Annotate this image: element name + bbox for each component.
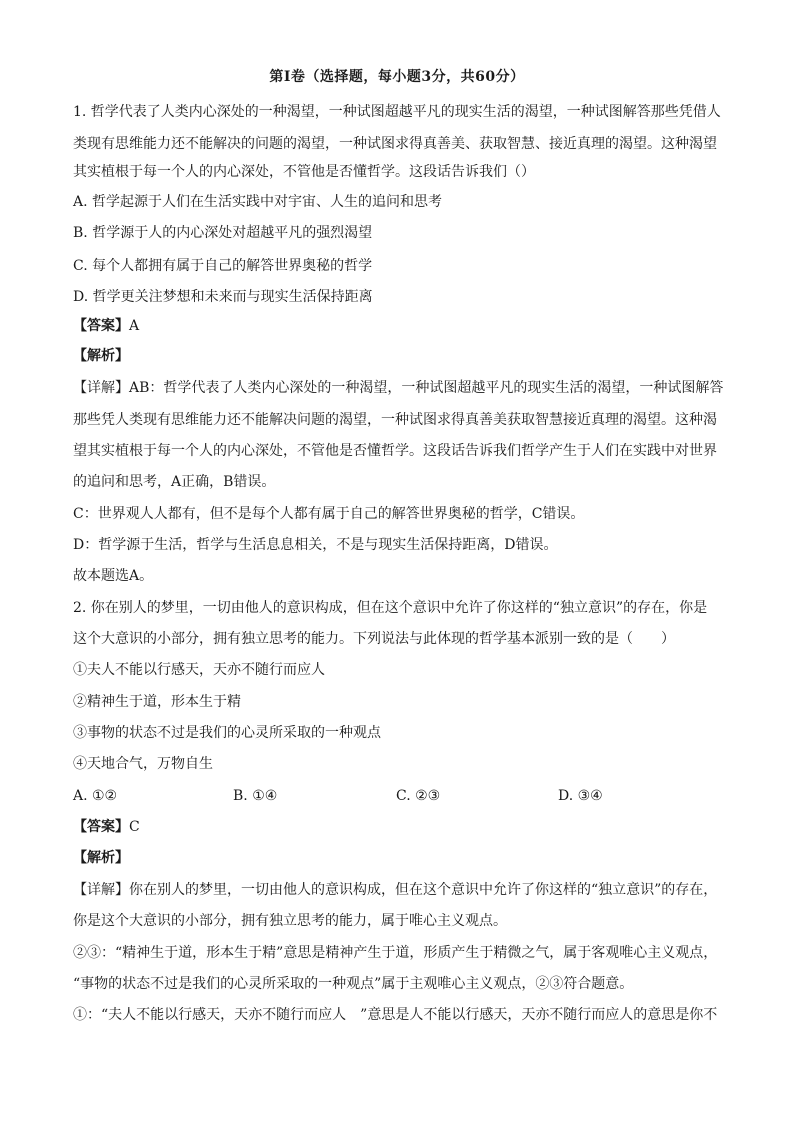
q2-item-4: ④天地合气，万物自生 xyxy=(73,756,213,772)
q2-detail-line-5: ①：“夫人不能以行感天，天亦不随行而应人 ”意思是人不能以行感天，天亦不随行而应人的意思是你不 xyxy=(73,1007,718,1023)
q2-item-1: ①夫人不能以行感天，天亦不随行而应人 xyxy=(73,662,325,678)
q2-detail-line-2: 你是这个大意识的小部分，拥有独立思考的能力，属于唯心主义观点。 xyxy=(73,913,507,929)
q1-detail-line-3: 望其实植根于每一个人的内心深处，不管他是否懂哲学。这段话告诉我们哲学产生于人们在实践中对世界 xyxy=(73,443,717,459)
q1-detail-line-4: 的追问和思考，A正确，B错误。 xyxy=(73,474,276,490)
q2-answer-label: 【答案】 xyxy=(73,819,129,835)
q2-choice-d: D. ③④ xyxy=(558,788,603,804)
q1-option-d: D. 哲学更关注梦想和未来而与现实生活保持距离 xyxy=(73,289,373,305)
q1-detail-line-6: D：哲学源于生活，哲学与生活息息相关，不是与现实生活保持距离，D错误。 xyxy=(73,537,558,553)
section-title: 第Ⅰ卷（选择题，每小题3分，共60分） xyxy=(269,69,525,85)
q2-item-2: ②精神生于道，形本生于精 xyxy=(73,694,241,710)
q2-answer xyxy=(73,817,723,837)
q1-conclusion: 故本题选A。 xyxy=(73,568,154,584)
q1-analysis-label xyxy=(73,346,723,366)
q1-stem-line-1: 1. 哲学代表了人类内心深处的一种渴望，一种试图超越平凡的现实生活的渴望，一种试图解答那些凭借人 xyxy=(73,104,721,120)
q2-stem-line-1: 2. 你在别人的梦里，一切由他人的意识构成，但在这个意识中允许了你这样的“独立意识”的存在，你是 xyxy=(73,600,708,616)
q2-detail-line-3: ②③：“精神生于道，形本生于精”意思是精神产生于道，形质产生于精微之气，属于客观唯心主义观点， xyxy=(73,945,718,961)
q1-answer-label: 【答案】 xyxy=(73,318,129,334)
q1-stem-line-2: 类现有思维能力还不能解决的问题的渴望，一种试图求得真善美、获取智慧、接近真理的渴望。这种渴望 xyxy=(73,136,717,152)
q1-answer-value: A xyxy=(129,318,140,334)
q1-answer xyxy=(73,316,723,336)
q1-stem-line-3: 其实植根于每一个人的内心深处，不管他是否懂哲学。这段话告诉我们（） xyxy=(73,164,535,180)
q2-answer-value: C xyxy=(129,819,140,835)
q2-choice-a: A. ①② xyxy=(73,788,118,804)
q2-choice-b: B. ①④ xyxy=(233,788,278,804)
q1-option-a: A. 哲学起源于人们在生活实践中对宇宙、人生的追问和思考 xyxy=(73,194,443,210)
q2-detail-line-4: “事物的状态不过是我们的心灵所采取的一种观点”属于主观唯心主义观点，②③符合题意。 xyxy=(73,976,634,992)
q2-detail-line-1: 【详解】你在别人的梦里，一切由他人的意识构成，但在这个意识中允许了你这样的“独立意识”的存在， xyxy=(73,882,718,898)
q1-option-c: C. 每个人都拥有属于自己的解答世界奥秘的哲学 xyxy=(73,258,373,274)
q2-analysis-heading: 【解析】 xyxy=(73,850,129,866)
q2-analysis-label xyxy=(73,848,723,868)
q1-detail-line-2: 那些凭人类现有思维能力还不能解决问题的渴望，一种试图求得真善美获取智慧接近真理的渴望。这种渴 xyxy=(73,412,717,428)
q1-detail-line-5: C：世界观人人都有，但不是每个人都有属于自己的解答世界奥秘的哲学，C错误。 xyxy=(73,506,585,522)
q1-analysis-heading: 【解析】 xyxy=(73,348,129,364)
q2-stem-line-2: 这个大意识的小部分，拥有独立思考的能力。下列说法与此体现的哲学基本派别一致的是（ ） xyxy=(73,631,675,647)
q1-option-b: B. 哲学源于人的内心深处对超越平凡的强烈渴望 xyxy=(73,225,373,241)
q2-choice-c: C. ②③ xyxy=(396,788,441,804)
q1-detail-line-1: 【详解】AB：哲学代表了人类内心深处的一种渴望，一种试图超越平凡的现实生活的渴望，一种试图解答 xyxy=(73,380,724,396)
q2-item-3: ③事物的状态不过是我们的心灵所采取的一种观点 xyxy=(73,725,381,741)
